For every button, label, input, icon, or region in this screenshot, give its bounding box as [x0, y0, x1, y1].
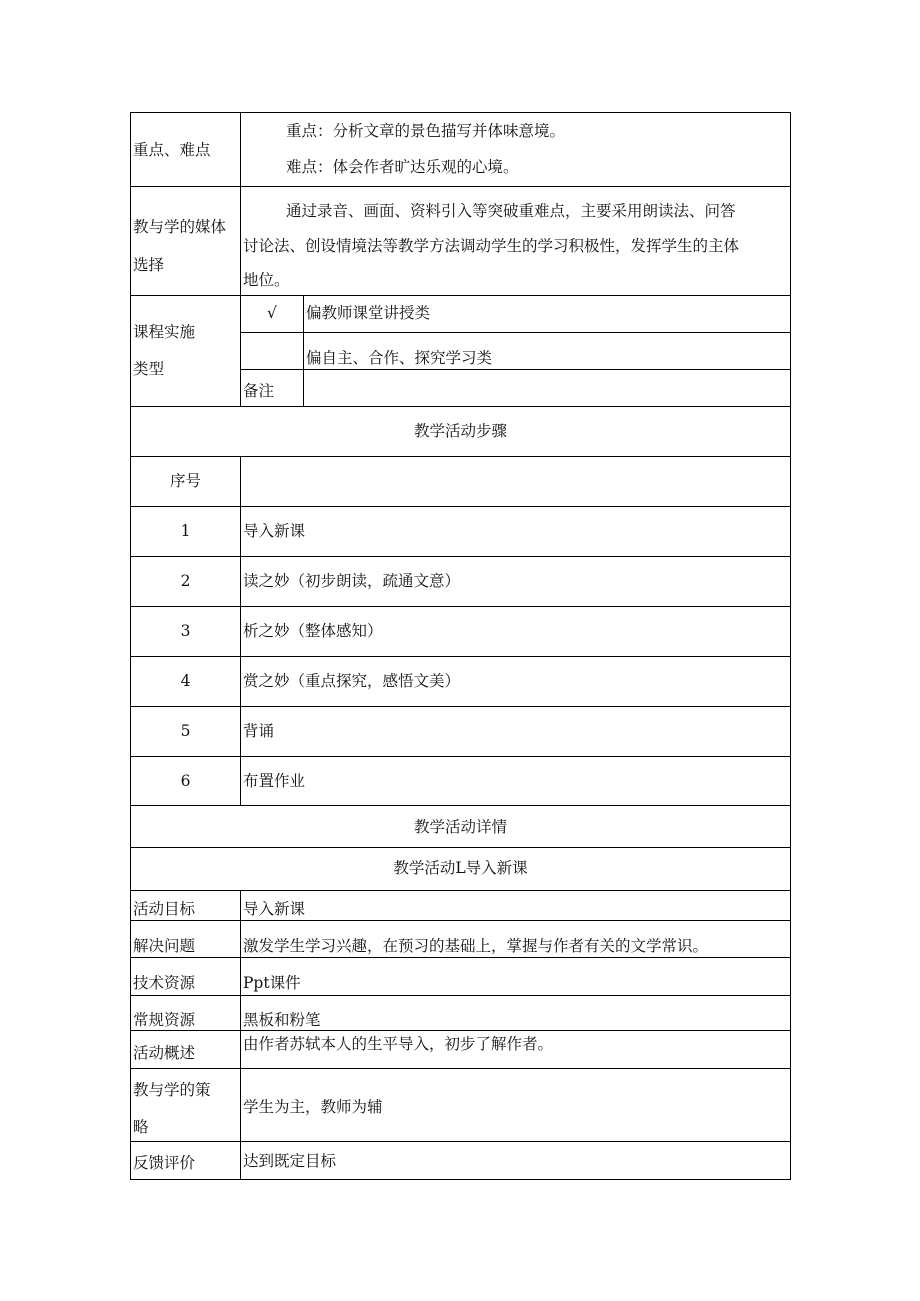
detail-value: 黑板和粉笔 [243, 1011, 321, 1029]
seq-header: 序号 [169, 472, 201, 490]
table-rule [130, 756, 791, 757]
step-number: 6 [180, 772, 191, 790]
step-number: 5 [180, 722, 191, 740]
section-title: 教学活动步骤 [413, 422, 507, 440]
table-rule [130, 656, 791, 657]
table-rule [240, 890, 241, 1179]
step-number: 3 [180, 622, 191, 640]
table-rule [790, 112, 791, 1180]
table-rule [130, 406, 791, 407]
table-rule [130, 295, 791, 296]
table-rule [130, 957, 791, 958]
step-text: 导入新课 [243, 522, 306, 540]
focus-text: 重点：分析文章的景色描写并体味意境。 [286, 122, 566, 140]
detail-label: 反馈评价 [133, 1154, 196, 1172]
checkmark: √ [267, 304, 277, 322]
step-number: 4 [180, 672, 191, 690]
media-text: 讨论法、创设情境法等教学方法调动学生的学习积极性，发挥学生的主体 [243, 237, 740, 255]
detail-value: 激发学生学习兴趣，在预习的基础上，掌握与作者有关的文学常识。 [243, 937, 709, 955]
step-text: 背诵 [243, 722, 275, 740]
table-rule [130, 456, 791, 457]
step-text: 读之妙（初步朗读，疏通文意） [243, 572, 461, 590]
detail-value: 导入新课 [243, 900, 306, 918]
detail-label: 活动目标 [133, 900, 196, 918]
table-rule [130, 847, 791, 848]
media-label: 教与学的媒体 [133, 218, 227, 236]
table-rule [130, 995, 791, 996]
step-number: 1 [180, 522, 191, 540]
course-type-label: 类型 [133, 360, 165, 378]
table-rule [130, 805, 791, 806]
table-rule [240, 369, 791, 370]
activity-title: 教学活动L导入新课 [393, 859, 528, 877]
detail-label: 略 [133, 1118, 149, 1136]
table-rule [130, 890, 791, 891]
detail-value: 学生为主，教师为辅 [243, 1098, 383, 1116]
media-label: 选择 [133, 256, 165, 274]
table-rule [130, 186, 791, 187]
table-rule [303, 295, 304, 406]
table-rule [130, 1141, 791, 1142]
table-rule [240, 332, 791, 333]
step-text: 析之妙（整体感知） [243, 622, 383, 640]
table-rule [130, 556, 791, 557]
remark-label: 备注 [243, 382, 275, 400]
detail-label: 技术资源 [133, 974, 196, 992]
step-text: 布置作业 [243, 772, 306, 790]
table-rule [240, 456, 241, 805]
table-rule [130, 112, 131, 1180]
focus-difficulty-label: 重点、难点 [133, 141, 211, 159]
table-rule [130, 606, 791, 607]
table-rule [130, 506, 791, 507]
section-title: 教学活动详情 [413, 818, 507, 836]
difficulty-text: 难点：体会作者旷达乐观的心境。 [286, 158, 519, 176]
detail-label: 常规资源 [133, 1011, 196, 1029]
detail-value: Ppt课件 [243, 974, 301, 992]
detail-value: 达到既定目标 [243, 1152, 337, 1170]
course-type-label: 课程实施 [133, 323, 196, 341]
course-option-label: 偏自主、合作、探究学习类 [306, 349, 493, 367]
course-option-label: 偏教师课堂讲授类 [306, 304, 431, 322]
table-rule [130, 1030, 791, 1031]
table-rule [130, 1068, 791, 1069]
media-text: 通过录音、画面、资料引入等突破重难点，主要采用朗读法、问答 [286, 202, 736, 220]
table-rule [130, 1179, 791, 1180]
table-rule [240, 112, 241, 406]
table-rule [130, 112, 791, 113]
detail-label: 活动概述 [133, 1044, 196, 1062]
table-rule [130, 706, 791, 707]
table-rule [130, 920, 791, 921]
media-text: 地位。 [243, 271, 290, 289]
detail-label: 解决问题 [133, 937, 196, 955]
step-text: 赏之妙（重点探究，感悟文美） [243, 672, 461, 690]
detail-label: 教与学的策 [133, 1081, 211, 1099]
step-number: 2 [180, 572, 191, 590]
detail-value: 由作者苏轼本人的生平导入，初步了解作者。 [243, 1035, 554, 1053]
